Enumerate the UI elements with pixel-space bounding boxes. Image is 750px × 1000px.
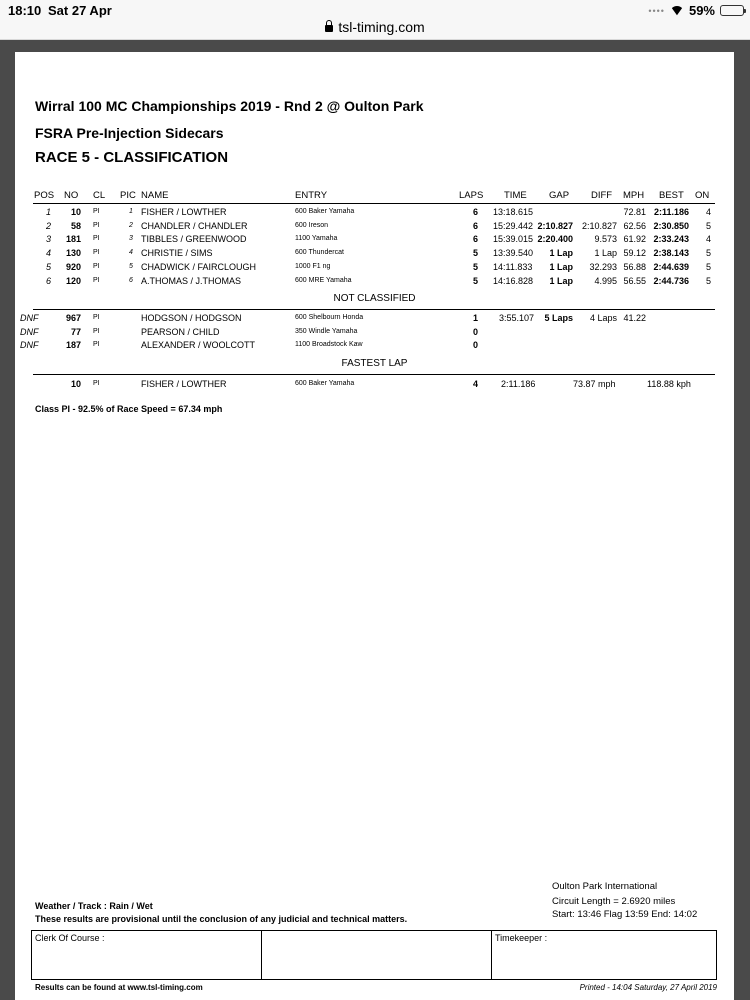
- entry-cell: 1100 Broadstock Kaw: [295, 341, 363, 349]
- fl-kph: 118.88 kph: [647, 379, 691, 389]
- fastest-lap-heading: FASTEST LAP: [341, 358, 408, 369]
- on-cell: 4: [705, 207, 711, 217]
- pos-cell: 3: [45, 234, 51, 245]
- battery-icon: [720, 5, 744, 16]
- pos-cell: 6: [45, 275, 51, 286]
- name-cell: CHADWICK / FAIRCLOUGH: [141, 261, 257, 272]
- fl-lap: 4: [473, 379, 479, 389]
- dnf-row: [15, 311, 734, 325]
- weather-track: Weather / Track : Rain / Wet: [35, 901, 153, 911]
- document-subtitle: FSRA Pre-Injection Sidecars: [35, 125, 224, 141]
- pos-cell: DNF: [20, 340, 39, 351]
- no-cell: 967: [65, 313, 81, 323]
- address-bar[interactable]: [0, 19, 750, 35]
- gap-cell: 2:20.400: [537, 234, 573, 245]
- pic-cell: 3: [129, 235, 133, 243]
- class-cell: PI: [93, 276, 100, 284]
- no-cell: 181: [65, 234, 81, 245]
- fastest-lap-row: [15, 377, 734, 391]
- pos-cell: DNF: [20, 313, 39, 323]
- laps-cell: 5: [473, 275, 479, 286]
- dnf-row: [15, 338, 734, 352]
- class-cell: PI: [93, 341, 100, 349]
- best-cell: 2:11.186: [653, 207, 689, 217]
- name-cell: ALEXANDER / WOOLCOTT: [141, 340, 256, 351]
- time-cell: 14:11.833: [493, 261, 533, 272]
- not-classified-heading: NOT CLASSIFIED: [333, 293, 416, 304]
- clerk-label: Clerk Of Course :: [35, 933, 105, 943]
- race-heading: RACE 5 - CLASSIFICATION: [35, 149, 229, 166]
- time-cell: 3:55.107: [499, 313, 535, 323]
- best-cell: 2:33.243: [653, 234, 689, 245]
- diff-cell: 4 Laps: [589, 313, 617, 323]
- gap-cell: 1 Lap: [549, 248, 573, 259]
- no-cell: 187: [65, 340, 81, 351]
- gap-cell: 1 Lap: [549, 261, 573, 272]
- laps-cell: 1: [473, 313, 479, 323]
- result-row: [15, 260, 734, 274]
- col-gap: GAP: [549, 190, 570, 201]
- on-cell: 4: [705, 234, 711, 245]
- status-time: 18:10: [8, 3, 42, 18]
- no-cell: 58: [70, 220, 81, 231]
- circuit-length: Circuit Length = 2.6920 miles: [552, 896, 676, 907]
- diff-cell: 32.293: [589, 261, 617, 272]
- fl-name: FISHER / LOWTHER: [141, 379, 227, 389]
- status-bar: [0, 0, 750, 40]
- col-pic: PIC: [120, 190, 136, 201]
- mph-cell: 62.56: [623, 220, 646, 231]
- name-cell: FISHER / LOWTHER: [141, 207, 227, 217]
- wifi-icon: [670, 6, 684, 16]
- on-cell: 5: [705, 261, 711, 272]
- class-cell: PI: [93, 327, 100, 335]
- circuit-name: Oulton Park International: [552, 881, 658, 892]
- best-cell: 2:44.736: [653, 275, 689, 286]
- laps-cell: 6: [473, 207, 479, 217]
- class-cell: PI: [93, 249, 100, 257]
- battery-percent: 59%: [688, 3, 715, 18]
- time-cell: 13:18.615: [493, 207, 534, 217]
- race-times: Start: 13:46 Flag 13:59 End: 14:02: [552, 909, 698, 920]
- mph-cell: 56.88: [623, 261, 646, 272]
- diff-cell: 9.573: [594, 234, 617, 245]
- class-cell: PI: [93, 262, 100, 270]
- result-row: [15, 219, 734, 233]
- fl-time: 2:11.186: [501, 379, 536, 389]
- pos-cell: 4: [45, 248, 51, 259]
- name-cell: A.THOMAS / J.THOMAS: [141, 275, 242, 286]
- blank-signature-cell: [262, 931, 492, 979]
- result-row: [15, 232, 734, 246]
- col-mph: MPH: [623, 190, 645, 201]
- on-cell: 5: [705, 275, 711, 286]
- mph-cell: 59.12: [623, 248, 646, 259]
- not-classified-rule: [33, 309, 715, 310]
- mph-cell: 41.22: [623, 313, 646, 323]
- fastest-lap-rule: [33, 374, 715, 375]
- best-cell: 2:44.639: [653, 261, 689, 272]
- pos-cell: 2: [45, 220, 51, 231]
- fl-cl: PI: [93, 380, 100, 387]
- col-no: NO: [64, 190, 79, 201]
- name-cell: CHRISTIE / SIMS: [141, 248, 213, 259]
- entry-cell: 350 Windle Yamaha: [295, 327, 358, 335]
- time-cell: 15:29.442: [493, 220, 534, 231]
- col-entry: ENTRY: [295, 190, 328, 201]
- pos-cell: DNF: [20, 326, 39, 337]
- pos-cell: 5: [45, 261, 51, 272]
- laps-cell: 6: [473, 220, 479, 231]
- no-cell: 10: [70, 207, 81, 217]
- mph-cell: 72.81: [623, 207, 646, 217]
- mph-cell: 61.92: [623, 234, 646, 245]
- no-cell: 77: [70, 326, 81, 337]
- name-cell: TIBBLES / GREENWOOD: [141, 234, 247, 245]
- mph-cell: 56.55: [623, 275, 646, 286]
- class-speed-note: Class PI - 92.5% of Race Speed = 67.34 mph: [35, 404, 223, 414]
- lock-icon: [325, 25, 333, 32]
- diff-cell: 1 Lap: [594, 248, 617, 259]
- name-cell: HODGSON / HODGSON: [141, 313, 242, 323]
- result-row: [15, 205, 734, 219]
- timekeeper-cell: [492, 931, 716, 979]
- pos-cell: 1: [45, 207, 51, 217]
- col-pos: POS: [34, 190, 55, 201]
- status-indicators: [648, 3, 744, 18]
- col-on: ON: [695, 190, 710, 201]
- best-cell: 2:38.143: [653, 248, 689, 259]
- result-row: [15, 274, 734, 288]
- no-cell: 130: [65, 248, 81, 259]
- printed-timestamp: Printed - 14:04 Saturday, 27 April 2019: [579, 983, 717, 992]
- col-time: TIME: [504, 190, 527, 201]
- class-cell: PI: [93, 208, 100, 215]
- col-cl: CL: [93, 190, 106, 201]
- no-cell: 920: [65, 261, 81, 272]
- pic-cell: 4: [129, 249, 133, 257]
- result-row: [15, 246, 734, 260]
- pic-cell: 5: [129, 262, 133, 270]
- col-name: NAME: [141, 190, 169, 201]
- entry-cell: 1100 Yamaha: [295, 235, 338, 243]
- entry-cell: 600 Ireson: [295, 221, 329, 229]
- gap-cell: 5 Laps: [544, 313, 573, 323]
- results-sheet: [15, 52, 734, 1000]
- entry-cell: 600 MRE Yamaha: [295, 276, 352, 284]
- no-cell: 120: [65, 275, 81, 286]
- time-cell: 15:39.015: [493, 234, 534, 245]
- status-date: Sat 27 Apr: [48, 3, 112, 18]
- document-title: Wirral 100 MC Championships 2019 - Rnd 2 @ Oulton Park: [35, 98, 424, 114]
- class-cell: PI: [93, 314, 100, 321]
- laps-cell: 5: [473, 261, 479, 272]
- col-diff: DIFF: [591, 190, 613, 201]
- entry-cell: 600 Shelbourn Honda: [295, 314, 364, 321]
- gap-cell: 2:10.827: [537, 220, 573, 231]
- time-cell: 14:16.828: [493, 275, 534, 286]
- laps-cell: 5: [473, 248, 479, 259]
- entry-cell: 600 Thundercat: [295, 249, 344, 257]
- name-cell: PEARSON / CHILD: [141, 326, 220, 337]
- url-text[interactable]: tsl-timing.com: [338, 19, 425, 35]
- pic-cell: 6: [129, 276, 133, 284]
- fl-mph: 73.87 mph: [573, 379, 616, 389]
- col-laps: LAPS: [459, 190, 484, 201]
- pic-cell: 1: [129, 208, 133, 215]
- time-cell: 13:39.540: [493, 248, 534, 259]
- entry-cell: 1000 F1 ng: [295, 262, 331, 270]
- timekeeper-label: Timekeeper :: [495, 933, 548, 943]
- class-cell: PI: [93, 221, 100, 229]
- results-url-note: Results can be found at www.tsl-timing.com: [35, 983, 203, 992]
- col-best: BEST: [659, 190, 684, 201]
- dnf-row: [15, 325, 734, 339]
- laps-cell: 0: [473, 340, 479, 351]
- on-cell: 5: [705, 248, 711, 259]
- entry-cell: 600 Baker Yamaha: [295, 208, 355, 215]
- gap-cell: 1 Lap: [549, 275, 573, 286]
- laps-cell: 6: [473, 234, 479, 245]
- on-cell: 5: [705, 220, 711, 231]
- name-cell: CHANDLER / CHANDLER: [141, 220, 248, 231]
- laps-cell: 0: [473, 326, 479, 337]
- fl-entry: 600 Baker Yamaha: [295, 380, 355, 387]
- class-cell: PI: [93, 235, 100, 243]
- diff-cell: 2:10.827: [581, 220, 617, 231]
- signal-icon: ••••: [648, 5, 665, 16]
- diff-cell: 4.995: [594, 275, 617, 286]
- header-rule: [33, 203, 715, 204]
- pic-cell: 2: [129, 221, 133, 229]
- clerk-of-course-cell: [32, 931, 262, 979]
- signature-table: [31, 930, 717, 980]
- fl-no: 10: [70, 379, 81, 389]
- provisional-note: These results are provisional until the conclusion of any judicial and technical matters.: [35, 914, 408, 924]
- best-cell: 2:30.850: [653, 220, 689, 231]
